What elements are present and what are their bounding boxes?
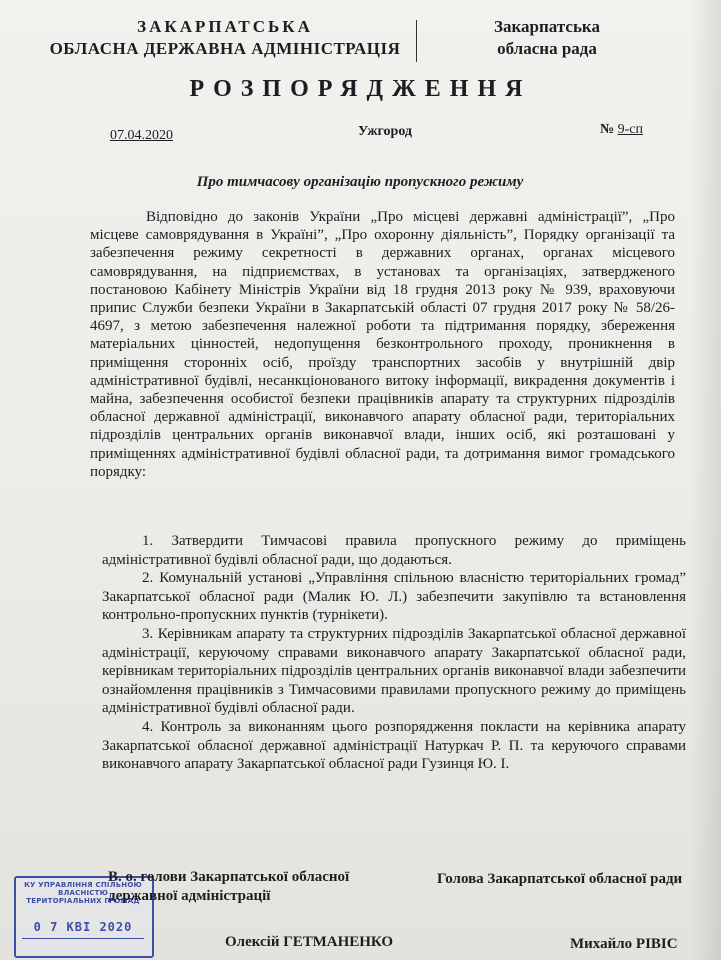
preamble-paragraph: Відповідно до законів України „Про місцеві державні адміністрації”, „Про місцеве самоврядування в Україні”, „Про охоронну діяльність”, Порядку організації та забезпечення режиму секретності в державних органах, органах місцевого самоврядування, на підприємствах, в установах та організаціях, затвердженого постановою Кабінету Міністрів України від 18 грудня 2013 року № 939, враховуючи припис Служби безпеки України в Закарпатській області 07 грудня 2017 року № 58/26-4697, з метою забезпечення належної роботи та підтримання порядку, збереження матеріальних цінностей, недопущення безконтрольного проходу, проникнення в приміщення сторонніх осіб, проїзду транспортних засобів у внутрішній двір адміністративної будівлі, несанкціонованого витоку інформації, викрадення документів і майна, забезпечення особистої безпеки працівників апарату та структурних підрозділів обласної державної адміністрації, виконавчого апарату обласної ради, територіальних підрозділів центральних органів виконавчої влади, інших осіб, які розташовані у приміщеннях адміністративної будівлі обласної ради, та дотримання вимог громадського порядку:: [90, 209, 675, 480]
header-right: [432, 16, 662, 60]
preamble: [90, 208, 675, 481]
order-item-4: 4. Контроль за виконанням цього розпорядження покласти на керівника апарату Закарпатської обласної державної адміністрації Натуркач Р. П. та керуючого справами виконавчого апарату Закарпатської обласної ради Гузинця Ю. І.: [102, 718, 686, 773]
page-shadow: [690, 0, 721, 960]
order-items: [102, 532, 686, 774]
number-prefix: №: [600, 122, 615, 137]
signature-left-title: В. о. голови Закарпатської обласної державної адміністрації: [108, 869, 350, 904]
document-subject: Про тимчасову організацію пропускного режиму: [196, 174, 524, 190]
header-left-line2: ОБЛАСНА ДЕРЖАВНА АДМІНІСТРАЦІЯ: [49, 39, 401, 58]
document-date: 07.04.2020: [110, 128, 173, 143]
signature-right-name: Михайло РІВІС: [570, 936, 678, 952]
number-value: 9-сп: [617, 122, 643, 137]
document-city: Ужгород: [357, 124, 413, 139]
document-number: [600, 122, 643, 138]
stamp-line: [22, 938, 144, 939]
signature-right-title: Голова Закарпатської обласної ради: [437, 871, 683, 887]
header-right-line2: обласна рада: [497, 39, 597, 58]
header-left: [40, 16, 410, 60]
order-item-2: 2. Комунальній установі „Управління спільною власністю територіальних громад” Закарпатської обласної ради (Малик Ю. Л.) забезпечити закупівлю та встановлення контрольно-пропускних пунктів (турнікети).: [102, 570, 686, 624]
stamp-date: 0 7 КВІ 2020: [33, 920, 133, 934]
document-title: РОЗПОРЯДЖЕННЯ: [189, 76, 532, 102]
order-item-1: 1. Затвердити Тимчасові правила пропускного режиму до приміщень адміністративної будівлі обласної ради, що додаються.: [102, 533, 686, 568]
header-right-line1: Закарпатська: [494, 17, 600, 36]
signature-left-name: Олексій ГЕТМАНЕНКО: [225, 934, 394, 950]
header-left-line1: ЗАКАРПАТСЬКА: [137, 17, 313, 36]
stamp-header: КУ УПРАВЛІННЯ СПІЛЬНОЮ ВЛАСНІСТЮ ТЕРИТОРІАЛЬНИХ ГРОМАД: [24, 881, 142, 905]
header-divider: [416, 20, 417, 62]
order-item-3: 3. Керівникам апарату та структурних підрозділів Закарпатської обласної державної адміністрації, керуючому справами виконавчого апарату Закарпатської обласної ради, керівникам територіальних підрозділів центральних органів виконавчої влади забезпечити ознайомлення працівників з Тимчасовими правилами пропускного режиму до приміщень адміністративної будівлі обласної ради.: [102, 625, 686, 717]
